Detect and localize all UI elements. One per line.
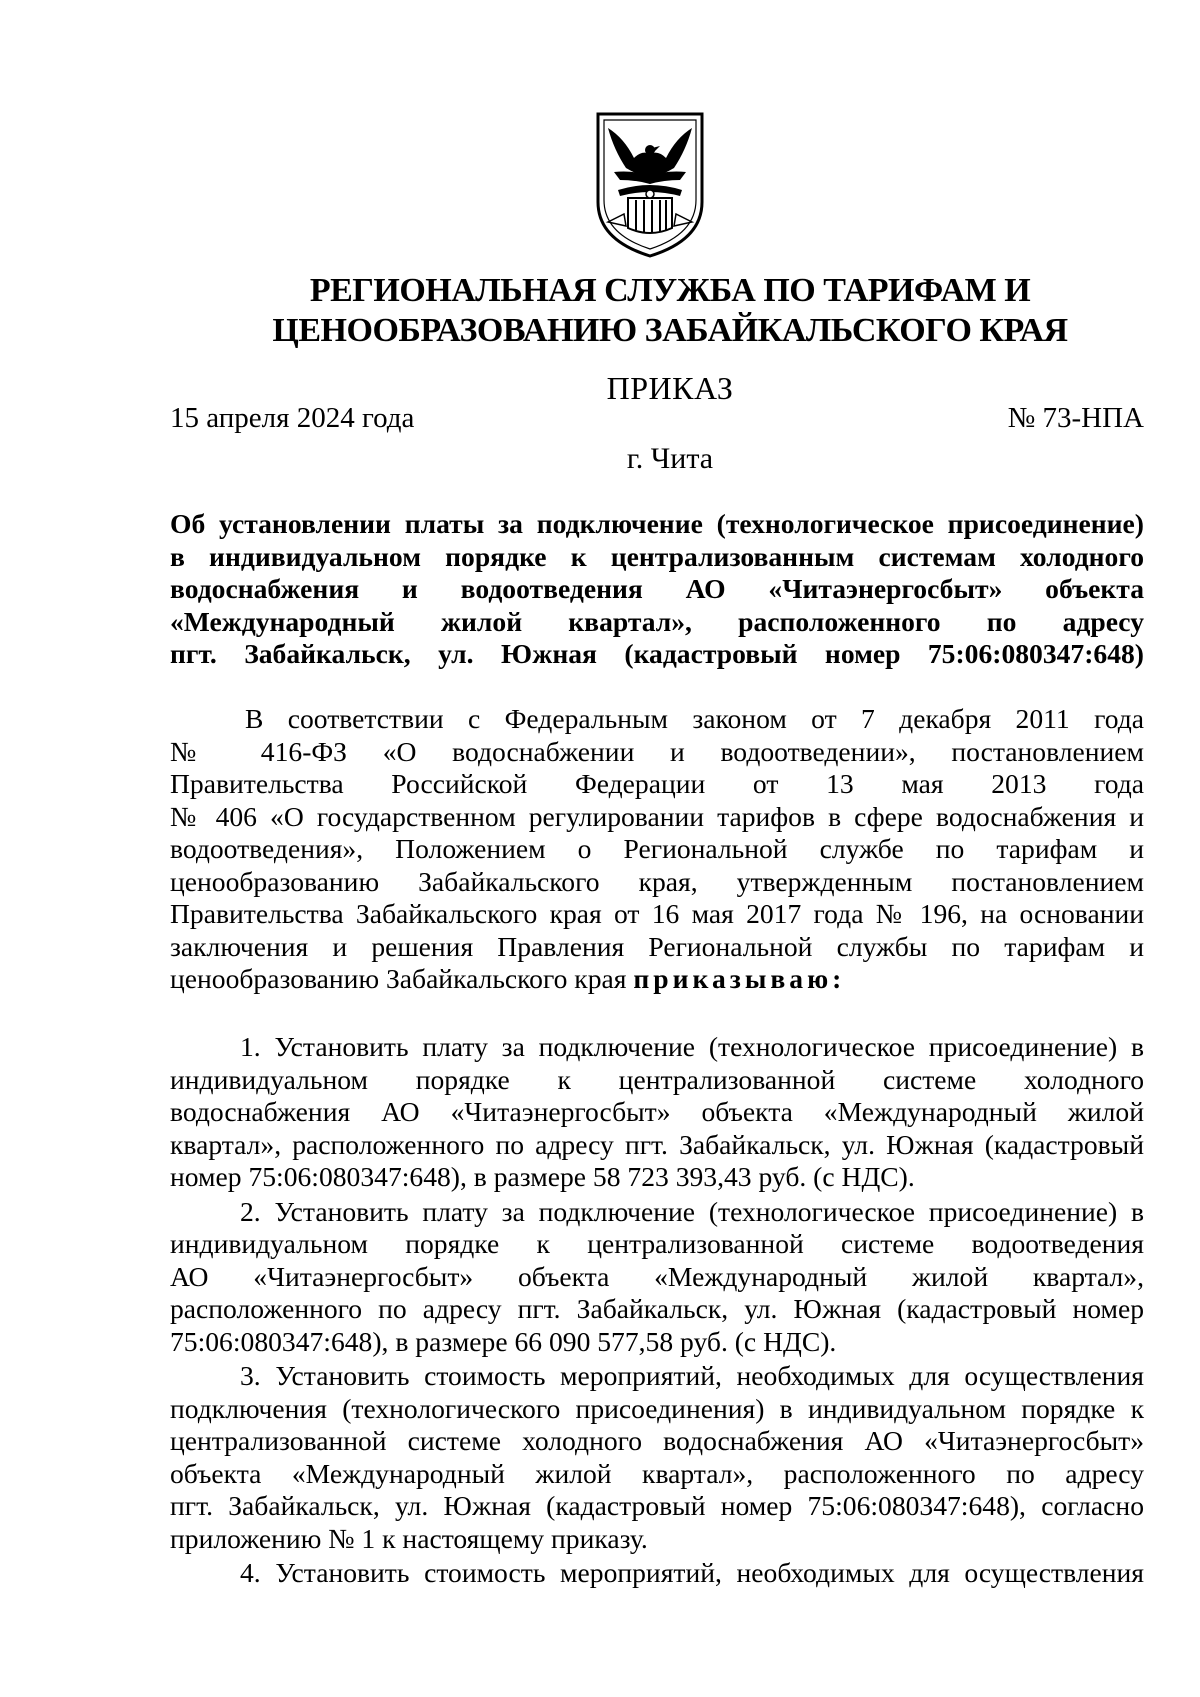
order-item-3 <box>170 1360 1144 1555</box>
subject-line: пгт. Забайкальск, ул. Южная (кадастровый номер 75:06:080347:648) <box>170 638 1144 669</box>
preamble-line: ценообразованию Забайкальского края, утвержденным постановлением <box>170 865 1144 897</box>
org-title-line-1: РЕГИОНАЛЬНАЯ СЛУЖБА ПО ТАРИФАМ И <box>309 272 1031 309</box>
order-item-4 <box>170 1557 1144 1590</box>
preamble-paragraph <box>170 703 1144 996</box>
order-item-2 <box>170 1196 1144 1359</box>
order-item-1 <box>170 1031 1144 1194</box>
item-line: квартал», расположенного по адресу пгт. Забайкальск, ул. Южная (кадастровый <box>170 1128 1144 1160</box>
preamble-line: заключения и решения Правления Региональной службы по тарифам и <box>170 930 1144 962</box>
preamble-line: № 406 «О государственном регулировании тарифов в сфере водоснабжения и <box>170 800 1144 832</box>
preamble-last-text: ценообразованию Забайкальского края <box>170 963 634 994</box>
order-items <box>170 1031 1144 1590</box>
doc-type: ПРИКАЗ <box>606 370 734 406</box>
preamble-last-line <box>170 963 1144 996</box>
order-word: приказываю: <box>633 963 846 994</box>
item-line: 4. Установить стоимость мероприятий, необходимых для осуществления <box>240 1557 1144 1588</box>
item-line: водоснабжения АО «Читаэнергосбыт» объекта «Международный жилой <box>170 1096 1144 1127</box>
doc-city: г. Чита <box>626 442 714 475</box>
order-subject <box>170 508 1144 671</box>
item-line: АО «Читаэнергосбыт» объекта «Международный жилой квартал», <box>170 1260 1144 1292</box>
item-line: 3. Установить стоимость мероприятий, необходимых для осуществления <box>240 1360 1144 1391</box>
subject-line: в индивидуальном порядке к централизованным системам холодного <box>170 540 1144 572</box>
subject-line: Об установлении платы за подключение (технологическое присоединение) <box>170 508 1144 539</box>
preamble-line: водоотведения», Положением о Региональной службе по тарифам и <box>170 833 1144 864</box>
item-line: пгт. Забайкальск, ул. Южная (кадастровый номер 75:06:080347:648), согласно <box>170 1490 1144 1521</box>
org-title-line-2: ЦЕНООБРАЗОВАНИЮ ЗАБАЙКАЛЬСКОГО КРАЯ <box>272 312 1068 349</box>
doc-date: 15 апреля 2024 года <box>170 402 415 434</box>
preamble-line: В соответствии с Федеральным законом от 7 декабря 2011 года <box>245 703 1144 734</box>
item-line: 1. Установить плату за подключение (технологическое присоединение) в <box>240 1031 1144 1062</box>
doc-number: № 73-НПА <box>1007 402 1144 434</box>
preamble-line: Правительства Российской Федерации от 13 мая 2013 года <box>170 768 1144 799</box>
item-line: расположенного по адресу пгт. Забайкальск, ул. Южная (кадастровый номер <box>170 1293 1144 1324</box>
item-line: подключения (технологического присоединения) в индивидуальном порядке к <box>170 1392 1144 1424</box>
subject-line: водоснабжения и водоотведения АО «Читаэнергосбыт» объекта <box>170 573 1144 604</box>
preamble-line: Правительства Забайкальского края от 16 мая 2017 года № 196, на основании <box>170 898 1144 929</box>
item-line: объекта «Международный жилой квартал», расположенного по адресу <box>170 1457 1144 1489</box>
item-line: приложению № 1 к настоящему приказу. <box>170 1522 648 1554</box>
preamble-line: № 416-ФЗ «О водоснабжении и водоотведении», постановлением <box>170 735 1144 767</box>
item-line: номер 75:06:080347:648), в размере 58 723 393,43 руб. (с НДС). <box>170 1161 915 1192</box>
item-line: индивидуальном порядке к централизованной системе водоотведения <box>170 1228 1144 1259</box>
subject-line: «Международный жилой квартал», расположенного по адресу <box>170 605 1144 637</box>
item-line: централизованной системе холодного водоснабжения АО «Читаэнергосбыт» <box>170 1425 1144 1456</box>
item-line: индивидуальном порядке к централизованной системе холодного <box>170 1063 1144 1095</box>
item-line: 2. Установить плату за подключение (технологическое присоединение) в <box>240 1195 1144 1227</box>
item-line: 75:06:080347:648), в размере 66 090 577,58 руб. (с НДС). <box>170 1325 837 1357</box>
coat-of-arms-eagle-icon <box>594 110 706 260</box>
